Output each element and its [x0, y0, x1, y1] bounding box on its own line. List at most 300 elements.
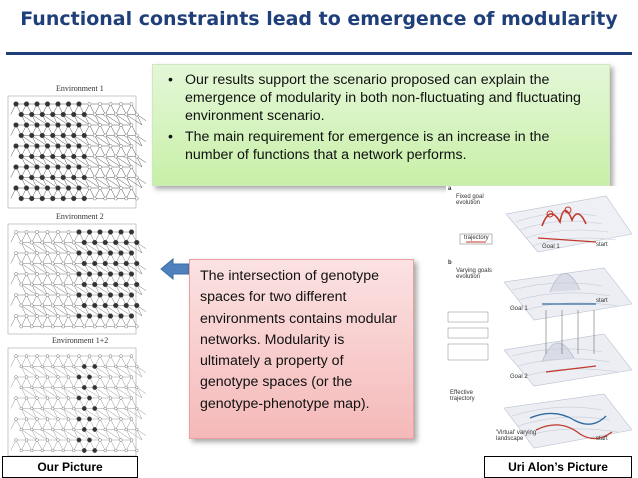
network-node: [30, 365, 33, 368]
network-node: [14, 251, 17, 254]
network-node: [14, 186, 19, 191]
network-node: [108, 272, 113, 277]
network-node: [119, 251, 124, 256]
network-node: [98, 165, 101, 168]
network-node: [45, 186, 50, 191]
network-node: [114, 325, 117, 328]
network-node: [40, 196, 45, 201]
network-node: [104, 407, 107, 410]
network-node: [93, 134, 96, 137]
network-node: [99, 376, 102, 379]
network-node: [129, 293, 134, 298]
network-node: [93, 197, 96, 200]
network-node: [67, 376, 70, 379]
network-node: [113, 303, 118, 308]
network-node: [113, 240, 118, 245]
network-node: [19, 175, 24, 180]
network-graphs: [6, 78, 146, 460]
network-node: [24, 123, 29, 128]
network-node: [20, 365, 23, 368]
network-node: [41, 325, 44, 328]
network-node: [130, 439, 133, 442]
network-node: [130, 165, 133, 168]
network-node: [56, 314, 59, 317]
network-node: [51, 262, 54, 265]
network-node: [15, 397, 18, 400]
network-node: [114, 386, 117, 389]
network-node: [25, 418, 28, 421]
callout-box: [189, 259, 414, 439]
network-node: [36, 439, 39, 442]
network-node: [130, 376, 133, 379]
network-node: [20, 407, 23, 410]
network-node: [56, 186, 61, 191]
panel-b-label: b: [448, 260, 452, 266]
network-node: [67, 397, 70, 400]
network-node: [50, 196, 55, 201]
network-node: [20, 386, 23, 389]
left-arrow-icon: [160, 258, 190, 280]
network-node: [19, 133, 24, 138]
network-node: [93, 113, 96, 116]
network-node: [119, 293, 124, 298]
network-node: [77, 417, 81, 421]
network-node: [35, 230, 38, 233]
network-node: [108, 230, 113, 235]
network-node: [41, 304, 44, 307]
network-node: [35, 314, 38, 317]
slide-title: Functional constraints lead to emergence of modularity: [20, 8, 618, 30]
network-node: [135, 155, 138, 158]
network-node: [77, 438, 81, 442]
network-node: [41, 407, 44, 410]
network-node: [99, 397, 102, 400]
network-node: [109, 123, 112, 126]
network-node: [67, 251, 70, 254]
network-node: [45, 144, 50, 149]
network-node: [62, 262, 65, 265]
network-node: [61, 196, 66, 201]
network-node: [14, 293, 17, 296]
network-node: [25, 314, 28, 317]
network-node: [108, 251, 113, 256]
network-node: [119, 186, 122, 189]
network-node: [25, 293, 28, 296]
landscape-graphics: [446, 186, 632, 454]
network-node: [20, 449, 23, 452]
network-node: [87, 314, 92, 319]
network-node: [14, 314, 17, 317]
network-node: [66, 123, 71, 128]
network-node: [113, 282, 118, 287]
network-node: [93, 448, 97, 452]
start-label-a: start: [596, 242, 608, 248]
network-node: [77, 375, 81, 379]
network-node: [134, 303, 139, 308]
network-node: [120, 355, 123, 358]
network-node: [114, 197, 117, 200]
network-node: [125, 134, 128, 137]
network-node: [14, 123, 19, 128]
network-node: [93, 364, 97, 368]
network-node: [82, 240, 87, 245]
network-node: [92, 261, 97, 266]
start-label-c: start: [596, 436, 608, 442]
network-node: [56, 230, 59, 233]
network-node: [125, 197, 128, 200]
network-node: [83, 325, 86, 328]
goal-1-label-a: Goal 1: [542, 244, 560, 250]
network-node: [77, 186, 82, 191]
network-node: [104, 176, 107, 179]
network-node: [36, 397, 39, 400]
network-node: [51, 325, 54, 328]
environment-2-label: Environment 2: [56, 212, 104, 221]
network-node: [88, 102, 91, 105]
network-node: [77, 123, 82, 128]
network-node: [104, 428, 107, 431]
network-node: [114, 428, 117, 431]
fixed-goal-label: Fixed goal evolution: [456, 194, 484, 206]
network-node: [57, 439, 60, 442]
network-node: [98, 230, 103, 235]
network-node: [114, 176, 117, 179]
uri-alon-picture-caption: Uri Alon’s Picture: [484, 456, 632, 478]
network-node: [130, 418, 133, 421]
network-node: [36, 418, 39, 421]
network-node: [103, 261, 108, 266]
network-node: [67, 314, 70, 317]
network-node: [114, 365, 117, 368]
network-node: [19, 154, 24, 159]
network-node: [72, 449, 75, 452]
network-node: [92, 282, 97, 287]
network-node: [36, 355, 39, 358]
network-node: [98, 123, 101, 126]
network-node: [82, 385, 86, 389]
network-node: [109, 397, 112, 400]
network-node: [104, 134, 107, 137]
network-node: [41, 241, 44, 244]
network-node: [125, 113, 128, 116]
network-node: [120, 418, 123, 421]
network-node: [29, 154, 34, 159]
network-node: [87, 396, 91, 400]
network-node: [25, 439, 28, 442]
network-node: [87, 251, 92, 256]
network-node: [67, 355, 70, 358]
network-node: [62, 304, 65, 307]
network-node: [88, 144, 91, 147]
network-node: [82, 364, 86, 368]
network-node: [71, 112, 76, 117]
network-node: [77, 165, 82, 170]
network-node: [25, 230, 28, 233]
network-node: [30, 325, 33, 328]
network-node: [67, 293, 70, 296]
network-node: [124, 261, 129, 266]
network-node: [119, 272, 124, 277]
network-node: [35, 186, 40, 191]
network-node: [82, 196, 87, 201]
network-node: [24, 144, 29, 149]
network-node: [98, 314, 103, 319]
network-node: [56, 144, 61, 149]
network-node: [14, 272, 17, 275]
network-node: [129, 314, 134, 319]
network-node: [82, 175, 87, 180]
network-node: [77, 102, 82, 107]
our-network-figure: [6, 78, 146, 460]
network-node: [130, 186, 133, 189]
network-node: [82, 261, 87, 266]
network-node: [104, 386, 107, 389]
network-node: [82, 406, 86, 410]
network-node: [20, 325, 23, 328]
network-node: [82, 282, 87, 287]
network-node: [40, 154, 45, 159]
network-node: [62, 449, 65, 452]
network-node: [66, 186, 71, 191]
network-node: [93, 385, 97, 389]
network-node: [108, 314, 113, 319]
network-node: [114, 134, 117, 137]
network-node: [99, 355, 102, 358]
network-node: [20, 304, 23, 307]
network-node: [87, 272, 92, 277]
network-node: [124, 240, 129, 245]
network-node: [98, 293, 103, 298]
network-node: [125, 176, 128, 179]
network-node: [25, 251, 28, 254]
network-node: [77, 230, 82, 235]
network-node: [35, 165, 40, 170]
network-node: [72, 262, 75, 265]
network-node: [56, 165, 61, 170]
network-node: [109, 418, 112, 421]
summary-bullet-2: • The main requirement for emergence is an increase in the number of functions that a network performs.: [185, 128, 599, 164]
network-node: [30, 283, 33, 286]
network-node: [78, 355, 81, 358]
network-node: [129, 272, 134, 277]
network-node: [93, 155, 96, 158]
network-node: [72, 407, 75, 410]
network-node: [103, 303, 108, 308]
network-node: [130, 144, 133, 147]
network-node: [46, 439, 49, 442]
network-node: [35, 293, 38, 296]
network-node: [51, 283, 54, 286]
network-node: [125, 428, 128, 431]
network-node: [125, 365, 128, 368]
network-node: [35, 144, 40, 149]
network-node: [87, 230, 92, 235]
network-node: [41, 428, 44, 431]
network-node: [135, 386, 138, 389]
network-node: [45, 102, 50, 107]
network-node: [25, 355, 28, 358]
network-node: [135, 365, 138, 368]
network-node: [29, 175, 34, 180]
network-node: [41, 365, 44, 368]
network-node: [93, 427, 97, 431]
network-node: [24, 165, 29, 170]
network-node: [20, 241, 23, 244]
network-node: [135, 407, 138, 410]
network-node: [62, 407, 65, 410]
network-node: [103, 282, 108, 287]
network-node: [109, 144, 112, 147]
network-node: [62, 365, 65, 368]
network-node: [104, 197, 107, 200]
network-node: [24, 186, 29, 191]
network-node: [82, 427, 86, 431]
network-node: [72, 386, 75, 389]
network-node: [104, 155, 107, 158]
trajectory-label: trajectory: [464, 235, 489, 241]
network-node: [46, 251, 49, 254]
network-node: [29, 133, 34, 138]
network-node: [103, 240, 108, 245]
network-node: [119, 314, 124, 319]
network-node: [99, 418, 102, 421]
network-node: [82, 303, 87, 308]
network-node: [88, 123, 91, 126]
network-node: [77, 251, 82, 256]
network-node: [109, 355, 112, 358]
network-node: [119, 123, 122, 126]
network-node: [56, 272, 59, 275]
network-node: [51, 365, 54, 368]
network-node: [14, 165, 19, 170]
our-picture-caption: Our Picture: [2, 456, 138, 478]
network-node: [135, 113, 138, 116]
network-node: [98, 272, 103, 277]
network-node: [82, 133, 87, 138]
network-node: [135, 176, 138, 179]
network-node: [124, 282, 129, 287]
network-node: [30, 407, 33, 410]
uri-alon-figure: [446, 186, 632, 454]
network-node: [135, 325, 138, 328]
network-node: [135, 197, 138, 200]
network-node: [114, 155, 117, 158]
network-node: [114, 113, 117, 116]
effective-trajectory-label: Effective trajectory: [450, 390, 475, 402]
network-node: [109, 102, 112, 105]
network-node: [30, 449, 33, 452]
network-node: [57, 418, 60, 421]
network-node: [72, 283, 75, 286]
network-node: [41, 449, 44, 452]
network-node: [72, 325, 75, 328]
network-node: [109, 439, 112, 442]
network-node: [67, 272, 70, 275]
network-node: [46, 272, 49, 275]
network-node: [104, 365, 107, 368]
network-node: [25, 272, 28, 275]
network-node: [56, 293, 59, 296]
network-node: [56, 123, 61, 128]
network-node: [62, 325, 65, 328]
network-node: [104, 325, 107, 328]
network-node: [62, 386, 65, 389]
network-node: [98, 251, 103, 256]
network-node: [119, 230, 124, 235]
network-node: [46, 355, 49, 358]
network-node: [104, 449, 107, 452]
network-node: [109, 186, 112, 189]
network-node: [109, 165, 112, 168]
network-node: [88, 355, 91, 358]
network-node: [51, 386, 54, 389]
network-node: [25, 376, 28, 379]
network-node: [130, 102, 133, 105]
landscape-b-top: [504, 268, 632, 320]
network-node: [125, 449, 128, 452]
network-node: [41, 283, 44, 286]
network-node: [61, 133, 66, 138]
network-node: [88, 165, 91, 168]
network-node: [40, 112, 45, 117]
network-node: [92, 240, 97, 245]
network-node: [14, 144, 19, 149]
network-node: [62, 241, 65, 244]
network-node: [72, 241, 75, 244]
network-node: [119, 102, 122, 105]
network-node: [15, 439, 18, 442]
network-node: [35, 123, 40, 128]
network-node: [20, 283, 23, 286]
network-node: [50, 154, 55, 159]
network-node: [14, 230, 17, 233]
network-node: [19, 112, 24, 117]
network-node: [15, 418, 18, 421]
summary-box: [152, 64, 610, 186]
network-node: [87, 417, 91, 421]
network-node: [77, 144, 82, 149]
network-node: [120, 439, 123, 442]
network-node: [40, 175, 45, 180]
network-node: [134, 240, 139, 245]
network-node: [72, 428, 75, 431]
network-node: [46, 376, 49, 379]
network-node: [71, 196, 76, 201]
network-node: [61, 154, 66, 159]
network-node: [82, 154, 87, 159]
network-node: [14, 102, 19, 107]
network-node: [77, 314, 82, 319]
network-node: [51, 428, 54, 431]
network-node: [51, 304, 54, 307]
network-node: [45, 165, 50, 170]
network-node: [29, 112, 34, 117]
network-node: [57, 397, 60, 400]
network-node: [36, 376, 39, 379]
network-node: [61, 112, 66, 117]
callout-text: The intersection of genotype spaces for two different environments contains modular networks. Modularity is ultimately a property of genotype spaces (or the genotype-phenotype map).: [200, 268, 398, 412]
network-node: [30, 304, 33, 307]
network-node: [35, 251, 38, 254]
network-node: [66, 144, 71, 149]
network-node: [125, 155, 128, 158]
network-node: [45, 123, 50, 128]
virtual-landscape-label: 'Virtual' varying landscape: [496, 430, 537, 442]
network-node: [46, 293, 49, 296]
network-node: [46, 418, 49, 421]
network-node: [19, 196, 24, 201]
network-node: [77, 396, 81, 400]
